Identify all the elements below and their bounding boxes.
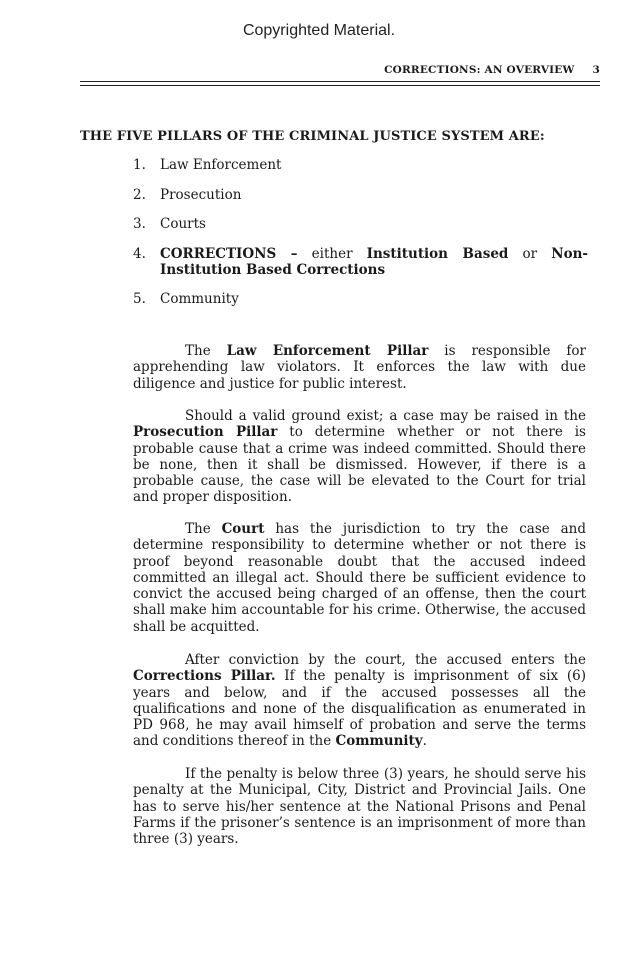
list-item-number: 2.	[133, 186, 146, 203]
list-item-text: Prosecution	[160, 186, 242, 203]
corrections-pillar-term: Corrections Pillar.	[133, 668, 276, 685]
page-number: 3	[592, 64, 600, 76]
community-term: Community	[335, 733, 423, 750]
list-item	[133, 246, 588, 278]
paragraph-text: Should a valid ground exist; a case may be raised in the	[185, 408, 586, 424]
prosecution-pillar-term: Prosecution Pillar	[133, 424, 278, 441]
list-item-number: 1.	[133, 157, 146, 173]
running-header-title: CORRECTIONS: AN OVERVIEW	[384, 64, 575, 76]
list-item-text: or	[508, 245, 552, 262]
list-item	[133, 187, 588, 203]
paragraph-text: If the penalty is imprisonment of six (6) years and below, and if the accused possesses all the qualifications and none of the disqualification as enumerated in PD 968, he may avail himself of probation and serve the terms and conditions thereof in the	[133, 668, 587, 750]
institution-based-term: Institution Based	[366, 245, 509, 262]
pillars-list	[133, 157, 588, 321]
list-item-text: Community	[160, 291, 239, 307]
list-item	[133, 216, 588, 232]
running-header	[80, 64, 600, 76]
list-item-number: 4.	[133, 245, 146, 262]
section-heading: THE FIVE PILLARS OF THE CRIMINAL JUSTICE SYSTEM ARE:	[80, 129, 545, 144]
paragraph-text: The	[185, 343, 227, 359]
paragraph-text: After conviction by the court, the accused enters the	[185, 652, 586, 668]
list-item-number: 5.	[133, 291, 146, 307]
paragraph-corrections	[133, 652, 586, 750]
paragraph-text: If the penalty is below three (3) years, he should serve his penalty at the Municipal, City, District and Provincial Jails. One has to serve his/her sentence at the National Prisons and Penal Farms if the prisoner’s sentence is an imprisonment of more than three (3) years.	[133, 766, 586, 848]
list-item-text: Courts	[160, 216, 206, 232]
court-term: Court	[221, 521, 265, 537]
paragraph-law-enforcement	[133, 343, 586, 392]
corrections-term: CORRECTIONS –	[160, 245, 298, 262]
paragraph-text: .	[422, 733, 427, 750]
list-item	[133, 157, 588, 173]
list-item-number: 3.	[133, 216, 146, 232]
list-item	[133, 291, 588, 307]
law-enforcement-pillar-term: Law Enforcement Pillar	[226, 343, 429, 359]
paragraph-text: The	[185, 521, 222, 537]
non-institution-based-term: Non-Institution Based Corrections	[160, 245, 589, 278]
copyright-watermark: Copyrighted Material.	[242, 22, 396, 39]
list-item-text: Law Enforcement	[160, 157, 282, 173]
paragraph-text: has the jurisdiction to try the case and determine responsibility to determine whether or not there is proof beyond reasonable doubt that the accused indeed committed an illegal act. Should there be sufficient evidence to convict the accused being charged of an offense, then the court shall make him accountable for his crime. Otherwise, the accused shall be acquitted.	[133, 521, 586, 635]
paragraph-prosecution	[133, 408, 586, 506]
list-item-text: either	[297, 245, 367, 262]
paragraph-text: to determine whether or not there is probable cause that a crime was indeed committed. Should there be none, then it shall be dismissed. However, if there is a probable cause, the case will be elevated to the Court for trial and proper disposition.	[133, 424, 586, 506]
paragraph-text: is responsible for apprehending law violators. It enforces the law with due diligence and justice for public interest.	[133, 343, 586, 392]
header-rule-bottom	[80, 85, 600, 86]
header-rule-top	[80, 81, 600, 82]
paragraph-penalty	[133, 766, 586, 847]
paragraph-court	[133, 521, 586, 635]
